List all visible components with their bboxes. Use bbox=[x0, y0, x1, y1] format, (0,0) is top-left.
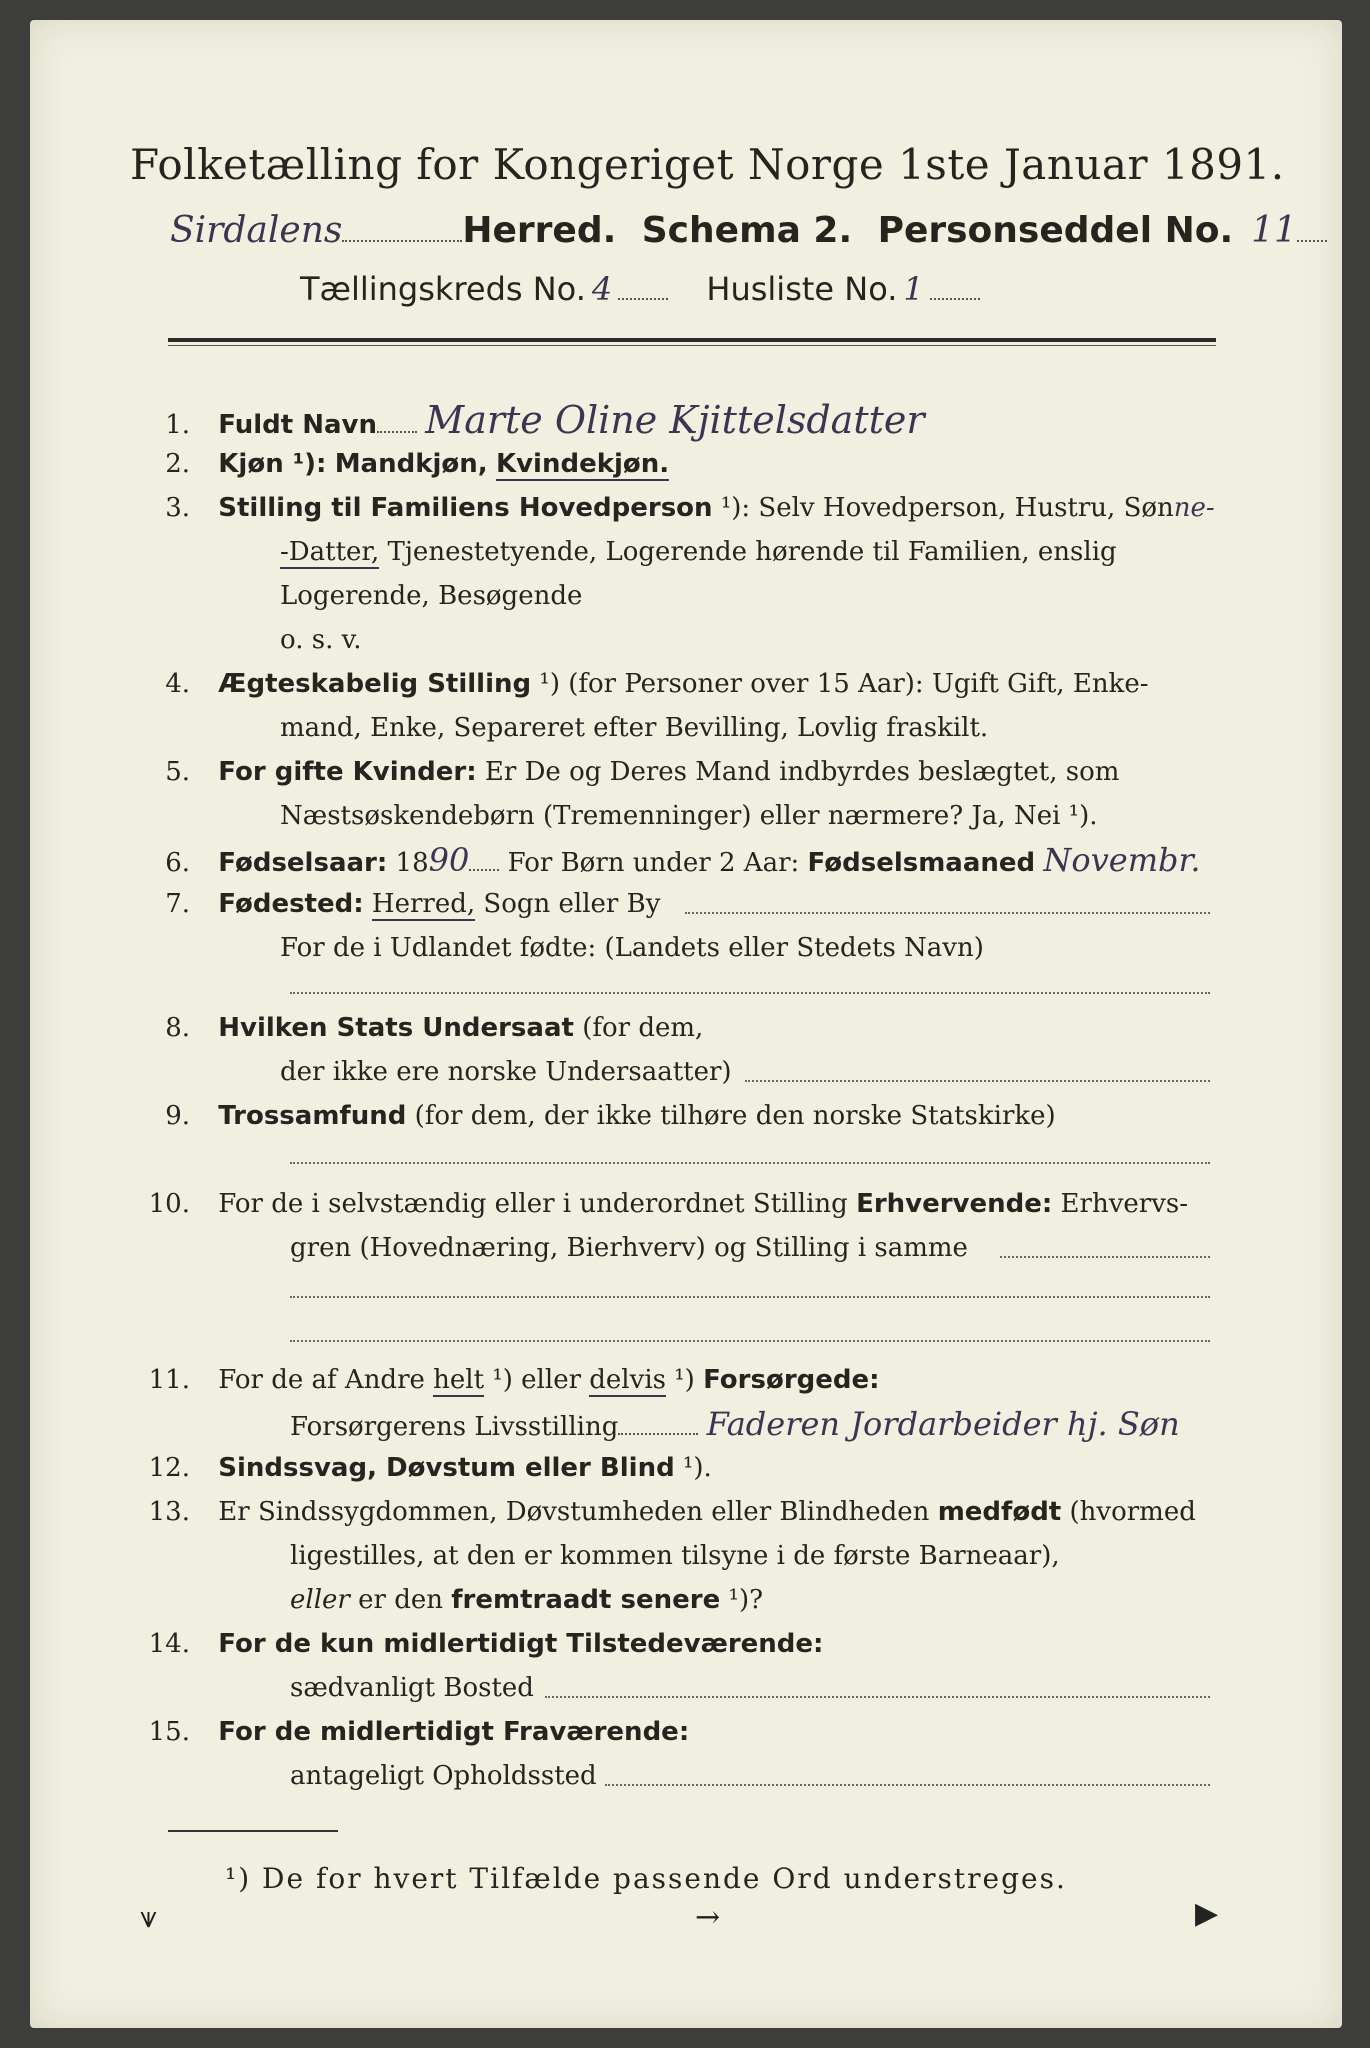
q15-line2: antageligt Opholdssted bbox=[290, 1761, 597, 1791]
q11-line2-text: Forsørgerens Livsstilling bbox=[290, 1412, 619, 1442]
full-name-value: Marte Oline Kjittelsdatter bbox=[425, 398, 925, 442]
q3-line2-text: Tjenestetyende, Logerende hørende til Familien, enslig bbox=[379, 537, 1117, 567]
q12-sup: ¹). bbox=[674, 1453, 712, 1483]
form-title: Folketælling for Kongeriget Norge 1ste Januar 1891. bbox=[130, 140, 1285, 189]
q6-year-prefix: 18 bbox=[387, 848, 429, 878]
q3-label: Stilling til Familiens Hovedperson bbox=[218, 493, 713, 523]
q10-line1a: For de i selvstændig eller i underordnet Stilling bbox=[218, 1189, 857, 1219]
header-rule-thin bbox=[168, 345, 1216, 346]
q15-number: 15. bbox=[148, 1717, 190, 1747]
herred-label: Herred. bbox=[462, 210, 617, 251]
q13-eller: eller bbox=[290, 1585, 350, 1615]
q10-dotted-line3 bbox=[290, 1340, 1210, 1342]
q10-dotted-line bbox=[1000, 1256, 1210, 1258]
q11-row bbox=[120, 1360, 880, 1400]
q5-line2: Næstsøskendebørn (Tremenninger) eller nærmere? Ja, Nei ¹). bbox=[280, 801, 1098, 831]
q13-line1a: Er Sindssygdommen, Døvstumheden eller Blindheden bbox=[218, 1497, 938, 1527]
q13-line3b: er den bbox=[349, 1585, 452, 1615]
q12-row bbox=[120, 1448, 712, 1488]
q6-row bbox=[120, 840, 1200, 883]
q9-row bbox=[120, 1096, 1056, 1136]
birth-month-value: Novembr. bbox=[1043, 841, 1201, 879]
q14-line2: sædvanligt Bosted bbox=[290, 1673, 534, 1703]
q11-line1a: For de af Andre bbox=[218, 1365, 434, 1395]
q14-dotted-line bbox=[545, 1696, 1210, 1698]
q8-line2: der ikke ere norske Undersaatter) bbox=[280, 1057, 732, 1087]
q11-delvis: delvis bbox=[589, 1365, 666, 1395]
q3-line3: Logerende, Besøgende bbox=[280, 581, 583, 611]
kreds-line bbox=[300, 270, 980, 308]
q7-line2: For de i Udlandet fødte: (Landets eller Stedets Navn) bbox=[280, 933, 984, 963]
q4-number: 4. bbox=[165, 669, 190, 699]
q1-number: 1. bbox=[165, 410, 190, 440]
q13-line3c: ¹)? bbox=[720, 1585, 764, 1615]
q14-number: 14. bbox=[148, 1629, 190, 1659]
kreds-value: 4 bbox=[591, 270, 613, 308]
q13-label: medfødt bbox=[937, 1497, 1062, 1527]
husliste-value: 1 bbox=[903, 270, 924, 308]
q4-row bbox=[120, 664, 1149, 704]
q15-row bbox=[120, 1712, 689, 1752]
q4-line2: mand, Enke, Separeret efter Bevilling, Lovlig fraskilt. bbox=[280, 713, 989, 743]
q11-sup1: ¹) eller bbox=[484, 1365, 590, 1395]
q14-row bbox=[120, 1624, 823, 1664]
q7-rest: Sogn eller By bbox=[475, 889, 661, 919]
provider-occupation-value: Faderen Jordarbeider hj. Søn bbox=[706, 1405, 1180, 1443]
q11-sup2: ¹) bbox=[665, 1365, 704, 1395]
q9-number: 9. bbox=[165, 1101, 190, 1131]
q11-number: 11. bbox=[148, 1365, 190, 1395]
q7-dotted-line bbox=[685, 912, 1210, 914]
q13-number: 13. bbox=[148, 1497, 190, 1527]
q7-row bbox=[120, 884, 660, 924]
q2-label: Kjøn ¹): bbox=[218, 449, 327, 479]
q12-label: Sindssvag, Døvstum eller Blind bbox=[218, 1453, 675, 1483]
herred-line bbox=[170, 210, 1327, 251]
q10-line1b: Erhvervs- bbox=[1052, 1189, 1189, 1219]
q14-label: For de kun midlertidigt Tilstedeværende: bbox=[218, 1629, 824, 1659]
q12-number: 12. bbox=[148, 1453, 190, 1483]
q13-line1b: (hvormed bbox=[1061, 1497, 1196, 1527]
q6-mid: For Børn under 2 Aar: bbox=[499, 848, 808, 878]
q1-label: Fuldt Navn bbox=[218, 410, 378, 440]
schema-label: Schema 2. bbox=[641, 210, 853, 251]
q15-dotted-line bbox=[605, 1784, 1210, 1786]
q6-month-label: Fødselsmaaned bbox=[807, 848, 1036, 878]
q3-datter: -Datter, bbox=[280, 537, 380, 567]
gender-option-male: Mandkjøn, bbox=[334, 449, 488, 479]
q8-line1: (for dem, bbox=[573, 1013, 704, 1043]
q5-row bbox=[120, 752, 1119, 792]
q10-dotted-line2 bbox=[290, 1296, 1210, 1298]
birth-year-value: 90 bbox=[428, 841, 470, 879]
q3-number: 3. bbox=[165, 493, 190, 523]
footnote: ¹) De for hvert Tilfælde passende Ord understreges. bbox=[225, 1862, 1067, 1895]
center-mark-icon: → bbox=[695, 1900, 721, 1935]
q7-number: 7. bbox=[165, 889, 190, 919]
q13-label2: fremtraadt senere bbox=[451, 1585, 721, 1615]
q6-label: Fødselsaar: bbox=[218, 848, 388, 878]
corner-mark-left-icon: ⩛ bbox=[140, 1900, 157, 1935]
q3-row bbox=[120, 488, 1215, 528]
personseddel-label: Personseddel No. bbox=[877, 210, 1234, 251]
q11-helt: helt bbox=[433, 1365, 485, 1395]
husliste-label: Husliste No. bbox=[706, 270, 898, 308]
corner-mark-right-icon: ▶ bbox=[1195, 1896, 1219, 1931]
q3-handwritten: ne- bbox=[1173, 493, 1215, 523]
gender-option-female: Kvindekjøn. bbox=[495, 449, 670, 479]
q3-line1: Selv Hovedperson, Hustru, Søn bbox=[758, 493, 1174, 523]
q5-label: For gifte Kvinder: bbox=[218, 757, 477, 787]
q10-number: 10. bbox=[148, 1189, 190, 1219]
q9-label: Trossamfund bbox=[218, 1101, 407, 1131]
q10-label: Erhvervende: bbox=[856, 1189, 1053, 1219]
q11-label: Forsørgede: bbox=[703, 1365, 880, 1395]
q4-label: Ægteskabelig Stilling bbox=[218, 669, 532, 699]
q11-line2 bbox=[290, 1404, 1180, 1447]
q13-line3 bbox=[290, 1580, 763, 1620]
herred-value: Sirdalens bbox=[170, 210, 343, 251]
q15-label: For de midlertidigt Fraværende: bbox=[218, 1717, 690, 1747]
q4-line1: ¹) (for Personer over 15 Aar): Ugift Gift, Enke- bbox=[531, 669, 1149, 699]
q2-number: 2. bbox=[165, 449, 190, 479]
q9-dotted-line bbox=[290, 1162, 1210, 1164]
q13-line2: ligestilles, at den er kommen tilsyne i de første Barneaar), bbox=[290, 1541, 1060, 1571]
q7-dotted-line2 bbox=[290, 992, 1210, 994]
q3-line4: o. s. v. bbox=[280, 625, 362, 655]
q3-line2 bbox=[280, 532, 1117, 572]
footnote-rule bbox=[168, 1830, 338, 1832]
personseddel-value: 11 bbox=[1251, 210, 1297, 251]
q9-line1: (for dem, der ikke tilhøre den norske Statskirke) bbox=[406, 1101, 1056, 1131]
q5-line1: Er De og Deres Mand indbyrdes beslægtet, som bbox=[476, 757, 1120, 787]
header-rule bbox=[168, 338, 1216, 342]
q1-row bbox=[120, 400, 925, 445]
q3-footnote-ref: ¹): bbox=[712, 493, 759, 523]
q8-row bbox=[120, 1008, 703, 1048]
q5-number: 5. bbox=[165, 757, 190, 787]
q6-number: 6. bbox=[165, 848, 190, 878]
birthplace-herred: Herred, bbox=[371, 889, 476, 919]
q10-row bbox=[120, 1184, 1188, 1224]
q8-dotted-line bbox=[745, 1080, 1210, 1082]
kreds-label: Tællingskreds No. bbox=[300, 270, 586, 308]
q7-label: Fødested: bbox=[218, 889, 364, 919]
q13-row bbox=[120, 1492, 1196, 1532]
q10-line2: gren (Hovednæring, Bierhverv) og Stilling i samme bbox=[290, 1233, 968, 1263]
q2-row bbox=[120, 444, 669, 484]
q8-label: Hvilken Stats Undersaat bbox=[218, 1013, 574, 1043]
q8-number: 8. bbox=[165, 1013, 190, 1043]
